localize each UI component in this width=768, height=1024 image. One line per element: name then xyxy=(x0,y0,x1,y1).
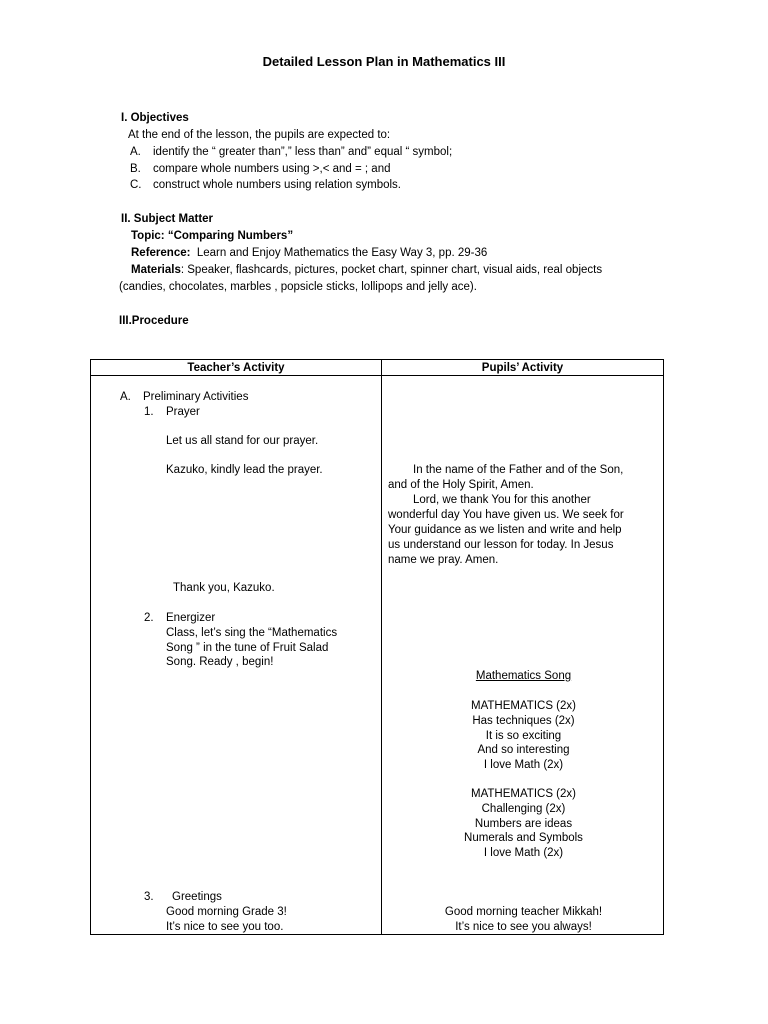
pupil-prayer-line: Lord, we thank You for this another xyxy=(413,494,591,506)
pupil-prayer-line: and of the Holy Spirit, Amen. xyxy=(388,479,534,491)
page-title: Detailed Lesson Plan in Mathematics III xyxy=(262,54,506,69)
prayer-marker: 1. xyxy=(144,406,154,418)
song-line: I love Math (2x) xyxy=(483,847,564,859)
objective-b-marker: B. xyxy=(130,163,141,175)
objective-a: identify the “ greater than”,” less than” and” equal “ symbol; xyxy=(153,146,453,158)
pupil-prayer-line: wonderful day You have given us. We seek for xyxy=(388,509,624,521)
energizer-line: Class, let’s sing the “Mathematics xyxy=(166,627,338,639)
pupil-prayer-line: name we pray. Amen. xyxy=(388,554,499,566)
song-line: Challenging (2x) xyxy=(481,803,566,815)
greetings-line: It’s nice to see you too. xyxy=(166,921,284,933)
section-a-marker: A. xyxy=(120,391,131,403)
energizer-line: Song ” in the tune of Fruit Salad xyxy=(166,642,329,654)
greetings-line: Good morning Grade 3! xyxy=(166,906,287,918)
reference-label: Reference: xyxy=(131,247,191,259)
pupil-prayer-line: us understand our lesson for today. In Jesus xyxy=(388,539,614,551)
table-header-row xyxy=(91,360,664,376)
reference-text: Learn and Enjoy Mathematics the Easy Way 3, pp. 29-36 xyxy=(196,247,488,259)
materials-continued: (candies, chocolates, marbles , popsicle sticks, lollipops and jelly ace). xyxy=(119,281,477,293)
greetings-marker: 3. xyxy=(144,891,154,903)
materials-label: Materials xyxy=(131,264,181,276)
topic-line: Topic: “Comparing Numbers” xyxy=(131,230,294,242)
song-line: MATHEMATICS (2x) xyxy=(471,788,576,800)
reference-line xyxy=(131,246,487,261)
greetings-title: Greetings xyxy=(172,891,222,903)
pupil-greeting-line: It’s nice to see you always! xyxy=(455,921,592,933)
materials-line xyxy=(131,263,602,278)
energizer-line: Song. Ready , begin! xyxy=(166,656,274,668)
song-line: I love Math (2x) xyxy=(483,759,564,771)
prayer-leader-request: Kazuko, kindly lead the prayer. xyxy=(166,464,323,476)
objectives-heading: I. Objectives xyxy=(121,112,189,124)
objectives-intro: At the end of the lesson, the pupils are expected to: xyxy=(128,129,391,141)
objective-c-marker: C. xyxy=(130,179,142,191)
prayer-thanks: Thank you, Kazuko. xyxy=(173,582,275,594)
teacher-activity-header: Teacher’s Activity xyxy=(91,360,382,376)
energizer-marker: 2. xyxy=(144,612,154,624)
objective-a-marker: A. xyxy=(130,146,141,158)
pupils-activity-cell xyxy=(382,376,664,935)
objective-b: compare whole numbers using >,< and = ; and xyxy=(153,163,391,175)
song-line: Numbers are ideas xyxy=(474,818,573,830)
teacher-activity-cell xyxy=(91,376,382,935)
pupil-prayer-line: Your guidance as we listen and write and help xyxy=(388,524,622,536)
pupils-activity-header: Pupils’ Activity xyxy=(382,360,664,376)
energizer-title: Energizer xyxy=(166,612,216,624)
pupil-prayer-line: In the name of the Father and of the Son, xyxy=(413,464,624,476)
subject-matter-heading: II. Subject Matter xyxy=(121,213,214,225)
table-row xyxy=(91,376,664,935)
song-line: Numerals and Symbols xyxy=(464,832,583,844)
song-line: It is so exciting xyxy=(485,730,562,742)
section-a-title: Preliminary Activities xyxy=(143,391,249,403)
materials-text: : Speaker, flashcards, pictures, pocket chart, spinner chart, visual aids, real objects xyxy=(180,264,603,276)
song-title: Mathematics Song xyxy=(475,670,572,682)
pupil-greeting-line: Good morning teacher Mikkah! xyxy=(444,906,603,918)
song-line: And so interesting xyxy=(477,744,570,756)
procedure-heading: III.Procedure xyxy=(119,315,189,327)
song-line: MATHEMATICS (2x) xyxy=(471,700,576,712)
activity-table xyxy=(90,359,664,935)
prayer-instruction: Let us all stand for our prayer. xyxy=(166,435,319,447)
song-line: Has techniques (2x) xyxy=(472,715,575,727)
prayer-title: Prayer xyxy=(166,406,200,418)
objective-c: construct whole numbers using relation symbols. xyxy=(153,179,402,191)
